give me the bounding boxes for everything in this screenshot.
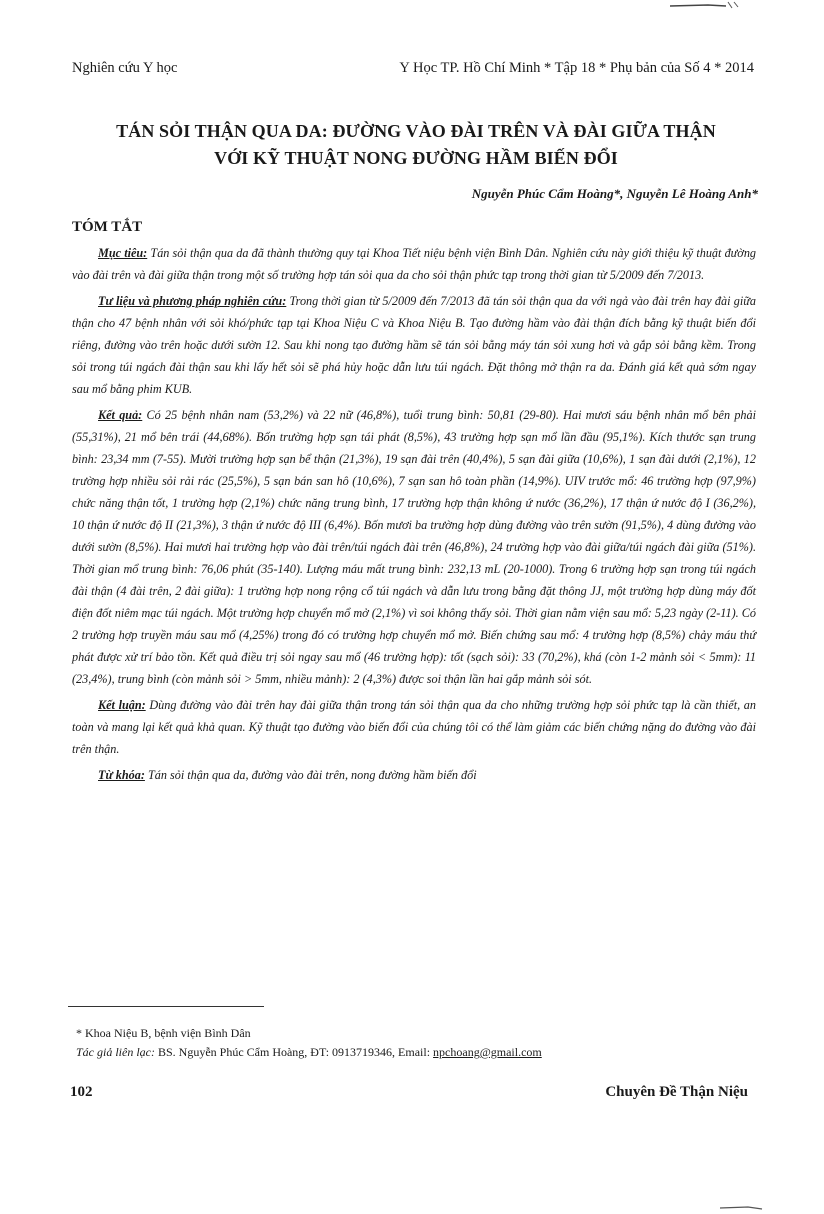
- author-email-link[interactable]: npchoang@gmail.com: [433, 1045, 542, 1059]
- methods-label: Tư liệu và phương pháp nghiên cứu:: [98, 294, 287, 308]
- results-text: Có 25 bệnh nhân nam (53,2%) và 22 nữ (46,8%), tuổi trung bình: 50,81 (29-80). Hai mươi sáu bệnh nhân mổ bên phải (55,31%), 21 mổ bên trái (44,68%). Bốn trường hợp sạn tái phát (8,5%), 43 trường hợp sạn mổ lần đầu (95,1%). Kích thước sạn trung bình: 23,34 mm (7-55). Mười trường hợp sạn bể thận (21,3%), 19 sạn đài trên (40,4%), 5 sạn đài giữa (10,6%), 1 sạn đài dưới (2,1%), 12 trường hợp nhiều sỏi rải rác (25,5%), 5 sạn bán san hô (10,6%), 7 sạn san hô toàn phần (14,9%). UIV trước mổ: 46 trường hợp (97,9%) chức năng thận tốt, 1 trường hợp (2,1%) chức năng trung bình, 17 trường hợp thận không ứ nước (36,2%), 17 thận ứ nước độ I (36,2%), 10 thận ứ nước độ II (21,3%), 3 thận ứ nước độ III (6,4%). Bốn mươi ba trường hợp dùng đường vào trên sườn (91,5%), 4 dùng đường vào dưới sườn (8,5%). Hai mươi hai trường hợp vào đài trên/túi ngách đài trên (46,8%), 24 trường hợp vào đài giữa/túi ngách đài giữa (51%). Thời gian mổ trung bình: 76,06 phút (35-140). Lượng máu mất trung bình: 232,13 mL (20-1000). Trong 6 trường hợp sạn trong túi ngách đài thận (4 đài trên, 2 đài giữa): 1 trường hợp nong rộng cổ túi ngách và dẫn lưu trong bằng đặt thông JJ, một trường hợp dùng máy đốt điện đốt niêm mạc túi ngách. Một trường hợp chuyển mổ mở (2,1%) vì soi không thấy sỏi. Thời gian nằm viện sau mổ: 5,23 ngày (2-11). Có 2 trường hợp truyền máu sau mổ (4,25%) trong đó có trường hợp chuyển mổ mở. Biến chứng sau mổ: 4 trường hợp (8,5%) chảy máu thứ phát được xử trí bảo tồn. Kết quả điều trị sỏi ngay sau mổ (46 trường hợp): tốt (sạch sỏi): 33 (70,2%), khá (còn 1-2 mảnh sỏi < 5mm): 11 (23,4%), trung bình (còn mảnh sỏi > 5mm, nhiều mảnh): 2 (4,3%) được soi thận lần hai gắp mảnh sỏi sót.: [72, 408, 757, 686]
- abstract-conclusion: [72, 694, 756, 760]
- methods-text: Trong thời gian từ 5/2009 đến 7/2013 đã tán sỏi thận qua da với ngả vào đài trên hay đài giữa thận cho 47 bệnh nhân với sỏi khó/phức tạp tại Khoa Niệu C và Khoa Niệu B. Tạo đường hầm vào đài thận đích bằng kỹ thuật biến đổi riêng, đường vào trên hoặc dưới sườn 12. Sau khi nong tạo đường hầm sẽ tán sỏi bằng máy tán sỏi xung hơi và gắp sỏi bằng kềm. Trong sỏi trong túi ngách đài thận sau khi lấy hết sỏi sẽ phá hủy hoặc dẫn lưu túi ngách. Đặt thông mở thận ra da. Đánh giá kết quả sớm ngay sau mổ bằng phim KUB.: [72, 294, 756, 396]
- abstract-keywords: [72, 764, 756, 786]
- results-label: Kết quả:: [98, 408, 143, 422]
- scan-artifact-bottom: [718, 1204, 764, 1212]
- running-header: [72, 60, 754, 82]
- article-title-line-2: VỚI KỸ THUẬT NONG ĐƯỜNG HẦM BIẾN ĐỔI: [214, 148, 618, 168]
- footnote-contact-label: Tác giả liên lạc:: [76, 1045, 155, 1059]
- page-number: 102: [70, 1084, 93, 1100]
- journal-section-label: Nghiên cứu Y học: [72, 60, 178, 76]
- footnotes: [76, 1024, 542, 1062]
- keywords-label: Từ khóa:: [98, 768, 145, 782]
- abstract-heading: TÓM TẮT: [72, 219, 143, 235]
- article-authors: Nguyễn Phúc Cẩm Hoàng*, Nguyễn Lê Hoàng Anh*: [471, 186, 758, 201]
- article-title: [56, 118, 776, 172]
- conclusion-label: Kết luận:: [98, 698, 146, 712]
- abstract-results: [72, 404, 756, 690]
- journal-issue-label: Y Học TP. Hồ Chí Minh * Tập 18 * Phụ bản của Số 4 * 2014: [399, 60, 754, 76]
- running-footer: Chuyên Đề Thận Niệu: [605, 1084, 748, 1100]
- conclusion-text: Dùng đường vào đài trên hay đài giữa thận trong tán sỏi thận qua da cho những trường hợp sỏi phức tạp là cần thiết, an toàn và mang lại kết quả khả quan. Kỹ thuật tạo đường vào biến đổi của chúng tôi có thể làm giảm các biến chứng nặng do đường vào đài trên thận.: [72, 698, 756, 756]
- article-title-line-1: TÁN SỎI THẬN QUA DA: ĐƯỜNG VÀO ĐÀI TRÊN VÀ ĐÀI GIỮA THẬN: [116, 121, 716, 141]
- objective-label: Mục tiêu:: [98, 246, 148, 260]
- footnote-affiliation: * Khoa Niệu B, bệnh viện Bình Dân: [76, 1026, 251, 1040]
- footnote-contact-text: BS. Nguyễn Phúc Cẩm Hoàng, ĐT: 0913719346, Email:: [154, 1045, 434, 1059]
- footnote-contact: [76, 1043, 542, 1062]
- abstract-body: [72, 242, 756, 790]
- scan-artifact-top: [668, 0, 740, 10]
- abstract-methods: [72, 290, 756, 400]
- abstract-objective: [72, 242, 756, 286]
- keywords-text: Tán sỏi thận qua da, đường vào đài trên, nong đường hầm biến đổi: [144, 768, 477, 782]
- objective-text: Tán sỏi thận qua da đã thành thường quy tại Khoa Tiết niệu bệnh viện Bình Dân. Nghiên cứu này giới thiệu kỹ thuật đường vào đài trên và đài giữa thận trong một số trường hợp tán sỏi qua da cho sỏi thận phức tạp trong thời gian từ 5/2009 đến 7/2013.: [72, 246, 757, 282]
- footnote-divider: [68, 1006, 264, 1007]
